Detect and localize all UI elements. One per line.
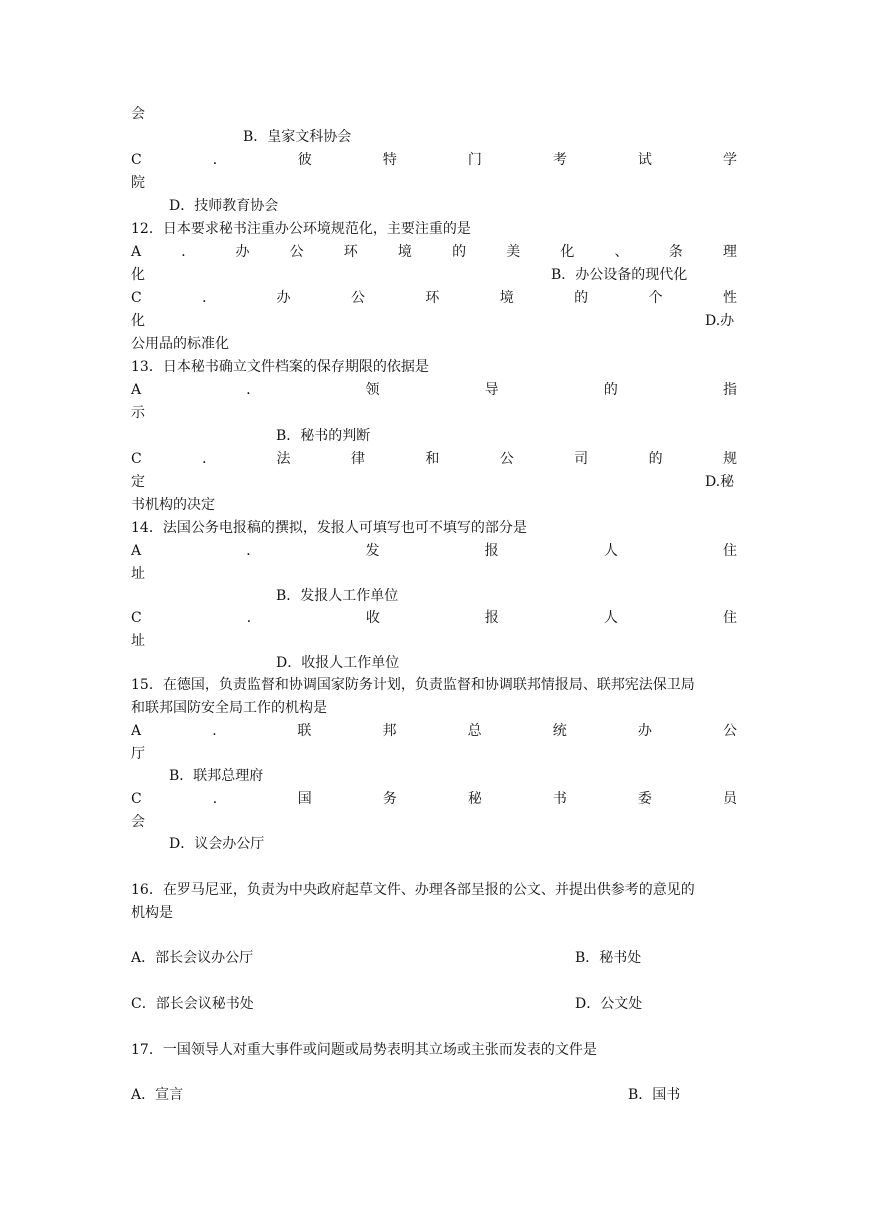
q12-option-d-start: D.办: [705, 313, 735, 329]
q13-option-a: A ． 领 导 的 指: [131, 382, 737, 398]
q14-option-c-end: 址: [131, 633, 145, 649]
q16-option-d: D．公文处: [575, 996, 643, 1012]
q11-line-end: 会: [131, 106, 145, 122]
q13-option-c-end: 定: [131, 474, 145, 490]
q11-option-c-end: 院: [131, 175, 145, 191]
q15-option-a-end: 厅: [131, 746, 145, 762]
q13-option-a-end: 示: [131, 405, 145, 421]
q16-option-a: A．部长会议办公厅: [131, 950, 254, 966]
q15-stem-line-2: 和联邦国防安全局工作的机构是: [131, 700, 327, 716]
q12-option-c-end: 化: [131, 313, 145, 329]
q15-option-d: D．议会办公厅: [169, 836, 265, 852]
q17-option-a: A．宣言: [131, 1087, 184, 1103]
q14-option-d: D．收报人工作单位: [276, 655, 400, 671]
q15-option-a: A ． 联 邦 总 统 办 公: [131, 723, 737, 739]
q15-stem-line-1: 15．在德国，负责监督和协调国家防务计划，负责监督和协调联邦情报局、联邦宪法保卫局: [131, 677, 695, 693]
q17-option-b: B．国书: [628, 1087, 681, 1103]
q16-option-b: B．秘书处: [575, 950, 642, 966]
q15-option-c: C ． 国 务 秘 书 委 员: [131, 791, 737, 807]
q13-option-d-start: D.秘: [705, 474, 735, 490]
q14-option-b: B．发报人工作单位: [276, 588, 399, 604]
q11-option-d: D．技师教育协会: [169, 198, 279, 214]
q16-stem-line-2: 机构是: [131, 905, 173, 921]
q12-option-a-end: 化: [131, 267, 145, 283]
q13-option-c: C ． 法 律 和 公 司 的 规: [131, 451, 737, 467]
q11-option-b: B．皇家文科协会: [243, 129, 352, 145]
q15-option-c-end: 会: [131, 814, 145, 830]
q13-option-b: B．秘书的判断: [276, 428, 371, 444]
q14-stem: 14．法国公务电报稿的撰拟，发报人可填写也可不填写的部分是: [131, 520, 527, 536]
q15-option-b: B．联邦总理府: [169, 768, 264, 784]
q16-option-c: C．部长会议秘书处: [131, 996, 254, 1012]
q11-option-c: C ． 彼 特 门 考 试 学: [131, 152, 737, 168]
q12-stem: 12．日本要求秘书注重办公环境规范化，主要注重的是: [131, 221, 471, 237]
q12-option-d-end: 公用品的标准化: [131, 336, 229, 352]
q14-option-a: A ． 发 报 人 住: [131, 543, 737, 559]
q14-option-a-end: 址: [131, 566, 145, 582]
q13-stem: 13．日本秘书确立文件档案的保存期限的依据是: [131, 359, 429, 375]
q14-option-c: C ． 收 报 人 住: [131, 610, 737, 626]
q12-option-b: B．办公设备的现代化: [551, 267, 688, 283]
q17-stem: 17．一国领导人对重大事件或问题或局势表明其立场或主张而发表的文件是: [131, 1042, 597, 1058]
q12-option-a: A ． 办 公 环 境 的 美 化 、 条 理: [131, 244, 737, 260]
q16-stem-line-1: 16．在罗马尼亚，负责为中央政府起草文件、办理各部呈报的公文、并提出供参考的意见的: [131, 882, 695, 898]
q12-option-c: C ． 办 公 环 境 的 个 性: [131, 290, 737, 306]
q13-option-d-end: 书机构的决定: [131, 497, 215, 513]
